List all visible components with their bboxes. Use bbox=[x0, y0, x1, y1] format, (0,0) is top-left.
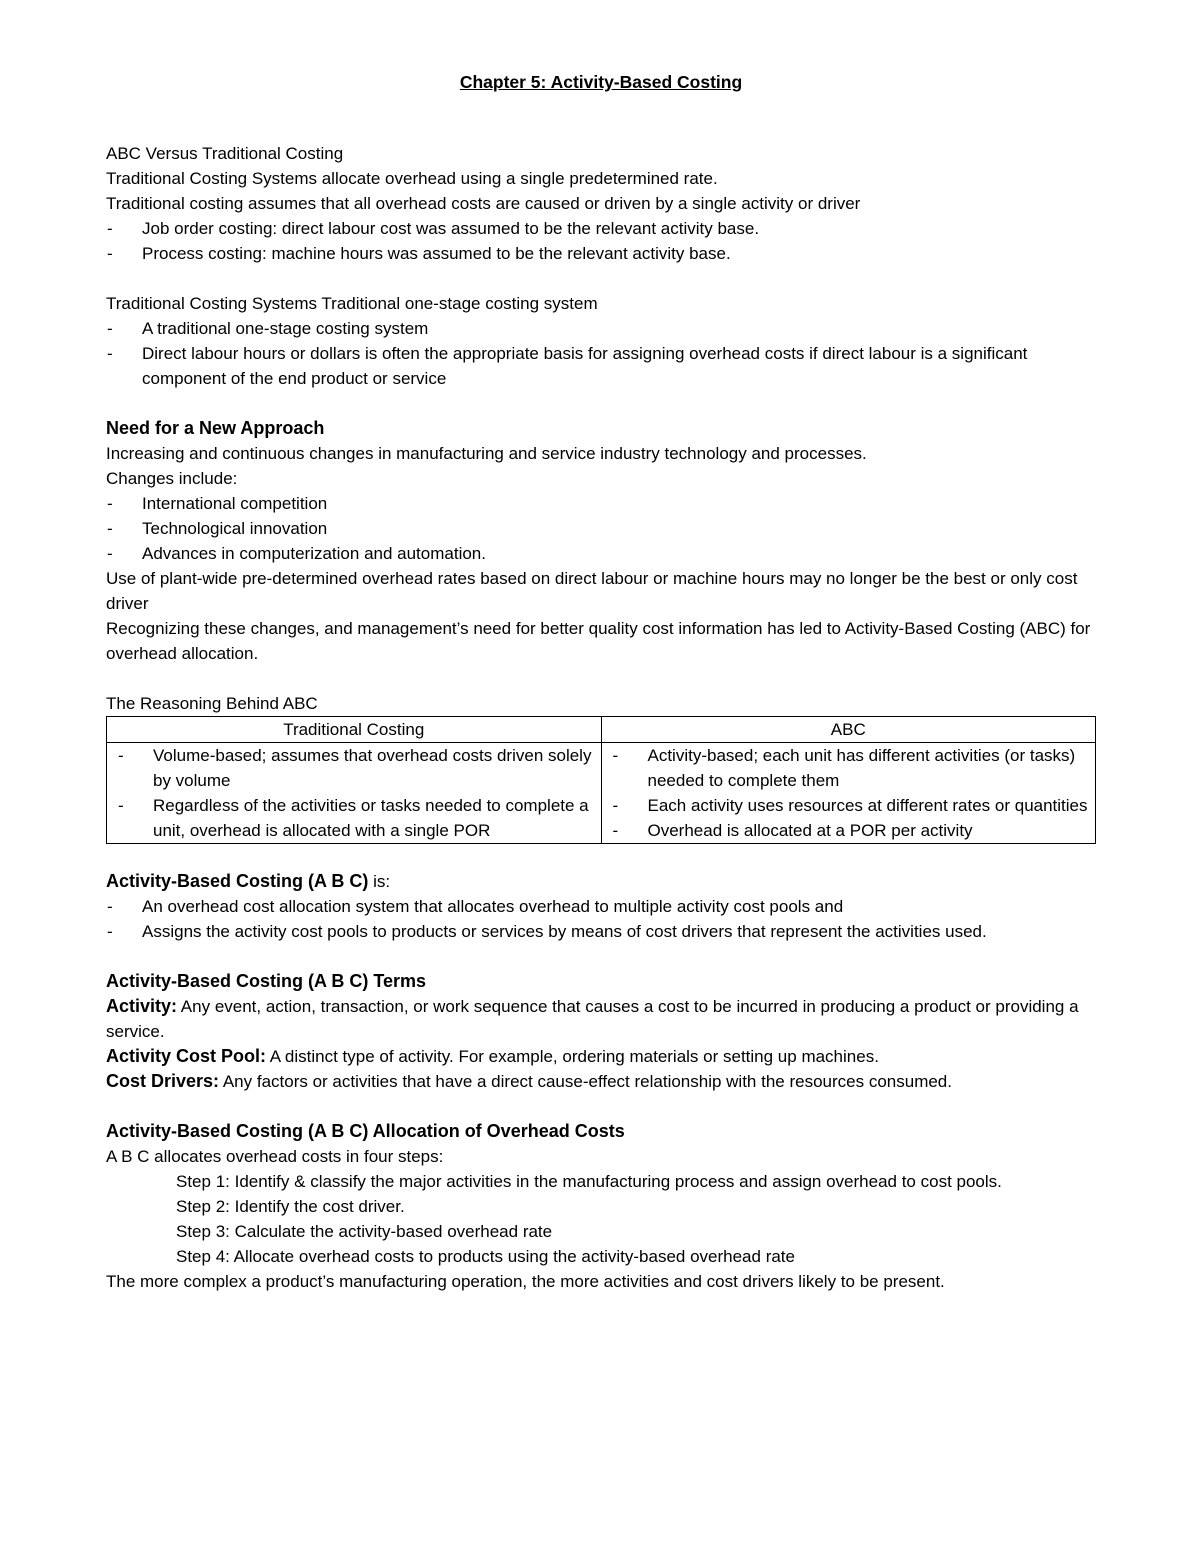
list-item: - Each activity uses resources at different rates or quantities bbox=[612, 793, 1090, 818]
paragraph: The more complex a product’s manufacturing operation, the more activities and cost drivers likely to be present. bbox=[106, 1272, 945, 1291]
list-item: - Direct labour hours or dollars is often the appropriate basis for assigning overhead costs if direct labour is a significant component of the end product or service bbox=[106, 341, 1096, 391]
bullet-list bbox=[106, 216, 1096, 266]
list-item: - Overhead is allocated at a POR per activity bbox=[612, 818, 1090, 843]
paragraph: Changes include: bbox=[106, 469, 238, 488]
list-item: - Process costing: machine hours was assumed to be the relevant activity base. bbox=[106, 241, 1096, 266]
paragraph: A B C allocates overhead costs in four steps: bbox=[106, 1147, 444, 1166]
heading-bold-part: Activity-Based Costing (A B C) bbox=[106, 871, 369, 891]
table-row bbox=[107, 743, 1096, 844]
column-header-traditional: Traditional Costing bbox=[107, 717, 602, 743]
paragraph: Increasing and continuous changes in manufacturing and service industry technology and processes. bbox=[106, 444, 867, 463]
paragraph: Traditional Costing Systems allocate overhead using a single predetermined rate. bbox=[106, 169, 718, 188]
abc-vs-traditional-label: ABC Versus Traditional Costing bbox=[106, 144, 344, 163]
bullet-list bbox=[117, 743, 595, 843]
bullet-list bbox=[106, 491, 1096, 566]
section-heading bbox=[106, 869, 1096, 894]
heading-rest: is: bbox=[368, 872, 391, 891]
bullet-list bbox=[106, 316, 1096, 391]
bullet-list bbox=[106, 894, 1096, 944]
list-item: - Technological innovation bbox=[106, 516, 1096, 541]
term-label: Activity Cost Pool: bbox=[106, 1046, 267, 1066]
term-definition bbox=[106, 1044, 1096, 1069]
table-header-row bbox=[107, 717, 1096, 743]
term-definition bbox=[106, 1069, 1096, 1094]
paragraph: Traditional costing assumes that all overhead costs are caused or driven by a single activity or driver bbox=[106, 194, 861, 213]
table-cell-abc bbox=[601, 743, 1096, 844]
list-item: - Job order costing: direct labour cost was assumed to be the relevant activity base. bbox=[106, 216, 1096, 241]
step-item: Step 3: Calculate the activity-based overhead rate bbox=[176, 1222, 553, 1241]
term-text: Any event, action, transaction, or work sequence that causes a cost to be incurred in producing a product or providing a service. bbox=[106, 997, 1079, 1041]
table-caption: The Reasoning Behind ABC bbox=[106, 694, 318, 713]
column-header-abc: ABC bbox=[601, 717, 1096, 743]
list-item: - International competition bbox=[106, 491, 1096, 516]
list-item: - Advances in computerization and automation. bbox=[106, 541, 1096, 566]
comparison-table bbox=[106, 716, 1096, 844]
list-item: - Activity-based; each unit has different activities (or tasks) needed to complete them bbox=[612, 743, 1090, 793]
paragraph: Recognizing these changes, and management’s need for better quality cost information has led to Activity-Based Costing (ABC) for overhead allocation. bbox=[106, 619, 1091, 663]
table-cell-traditional bbox=[107, 743, 602, 844]
page-title: Chapter 5: Activity-Based Costing bbox=[459, 72, 743, 92]
list-item: - Volume-based; assumes that overhead costs driven solely by volume bbox=[117, 743, 595, 793]
paragraph: Use of plant-wide pre-determined overhead rates based on direct labour or machine hours may no longer be the best or only cost driver bbox=[106, 569, 1078, 613]
term-text: A distinct type of activity. For example, ordering materials or setting up machines. bbox=[266, 1047, 879, 1066]
document-page bbox=[106, 70, 1096, 1294]
term-label: Cost Drivers: bbox=[106, 1071, 220, 1091]
list-item: - Assigns the activity cost pools to products or services by means of cost drivers that represent the activities used. bbox=[106, 919, 1096, 944]
list-item: - An overhead cost allocation system that allocates overhead to multiple activity cost pools and bbox=[106, 894, 1096, 919]
list-item: - Regardless of the activities or tasks needed to complete a unit, overhead is allocated with a single POR bbox=[117, 793, 595, 843]
section-heading: Activity-Based Costing (A B C) Allocation of Overhead Costs bbox=[106, 1121, 625, 1141]
term-definition bbox=[106, 994, 1096, 1044]
traditional-systems-label: Traditional Costing Systems Traditional one-stage costing system bbox=[106, 294, 598, 313]
term-text: Any factors or activities that have a direct cause-effect relationship with the resources consumed. bbox=[219, 1072, 952, 1091]
term-label: Activity: bbox=[106, 996, 178, 1016]
list-item: - A traditional one-stage costing system bbox=[106, 316, 1096, 341]
section-heading: Need for a New Approach bbox=[106, 418, 325, 438]
bullet-list bbox=[612, 743, 1090, 843]
step-item: Step 2: Identify the cost driver. bbox=[176, 1197, 405, 1216]
section-heading: Activity-Based Costing (A B C) Terms bbox=[106, 971, 427, 991]
step-item: Step 1: Identify & classify the major activities in the manufacturing process and assign overhead to cost pools. bbox=[176, 1172, 1002, 1191]
step-item: Step 4: Allocate overhead costs to products using the activity-based overhead rate bbox=[176, 1247, 795, 1266]
